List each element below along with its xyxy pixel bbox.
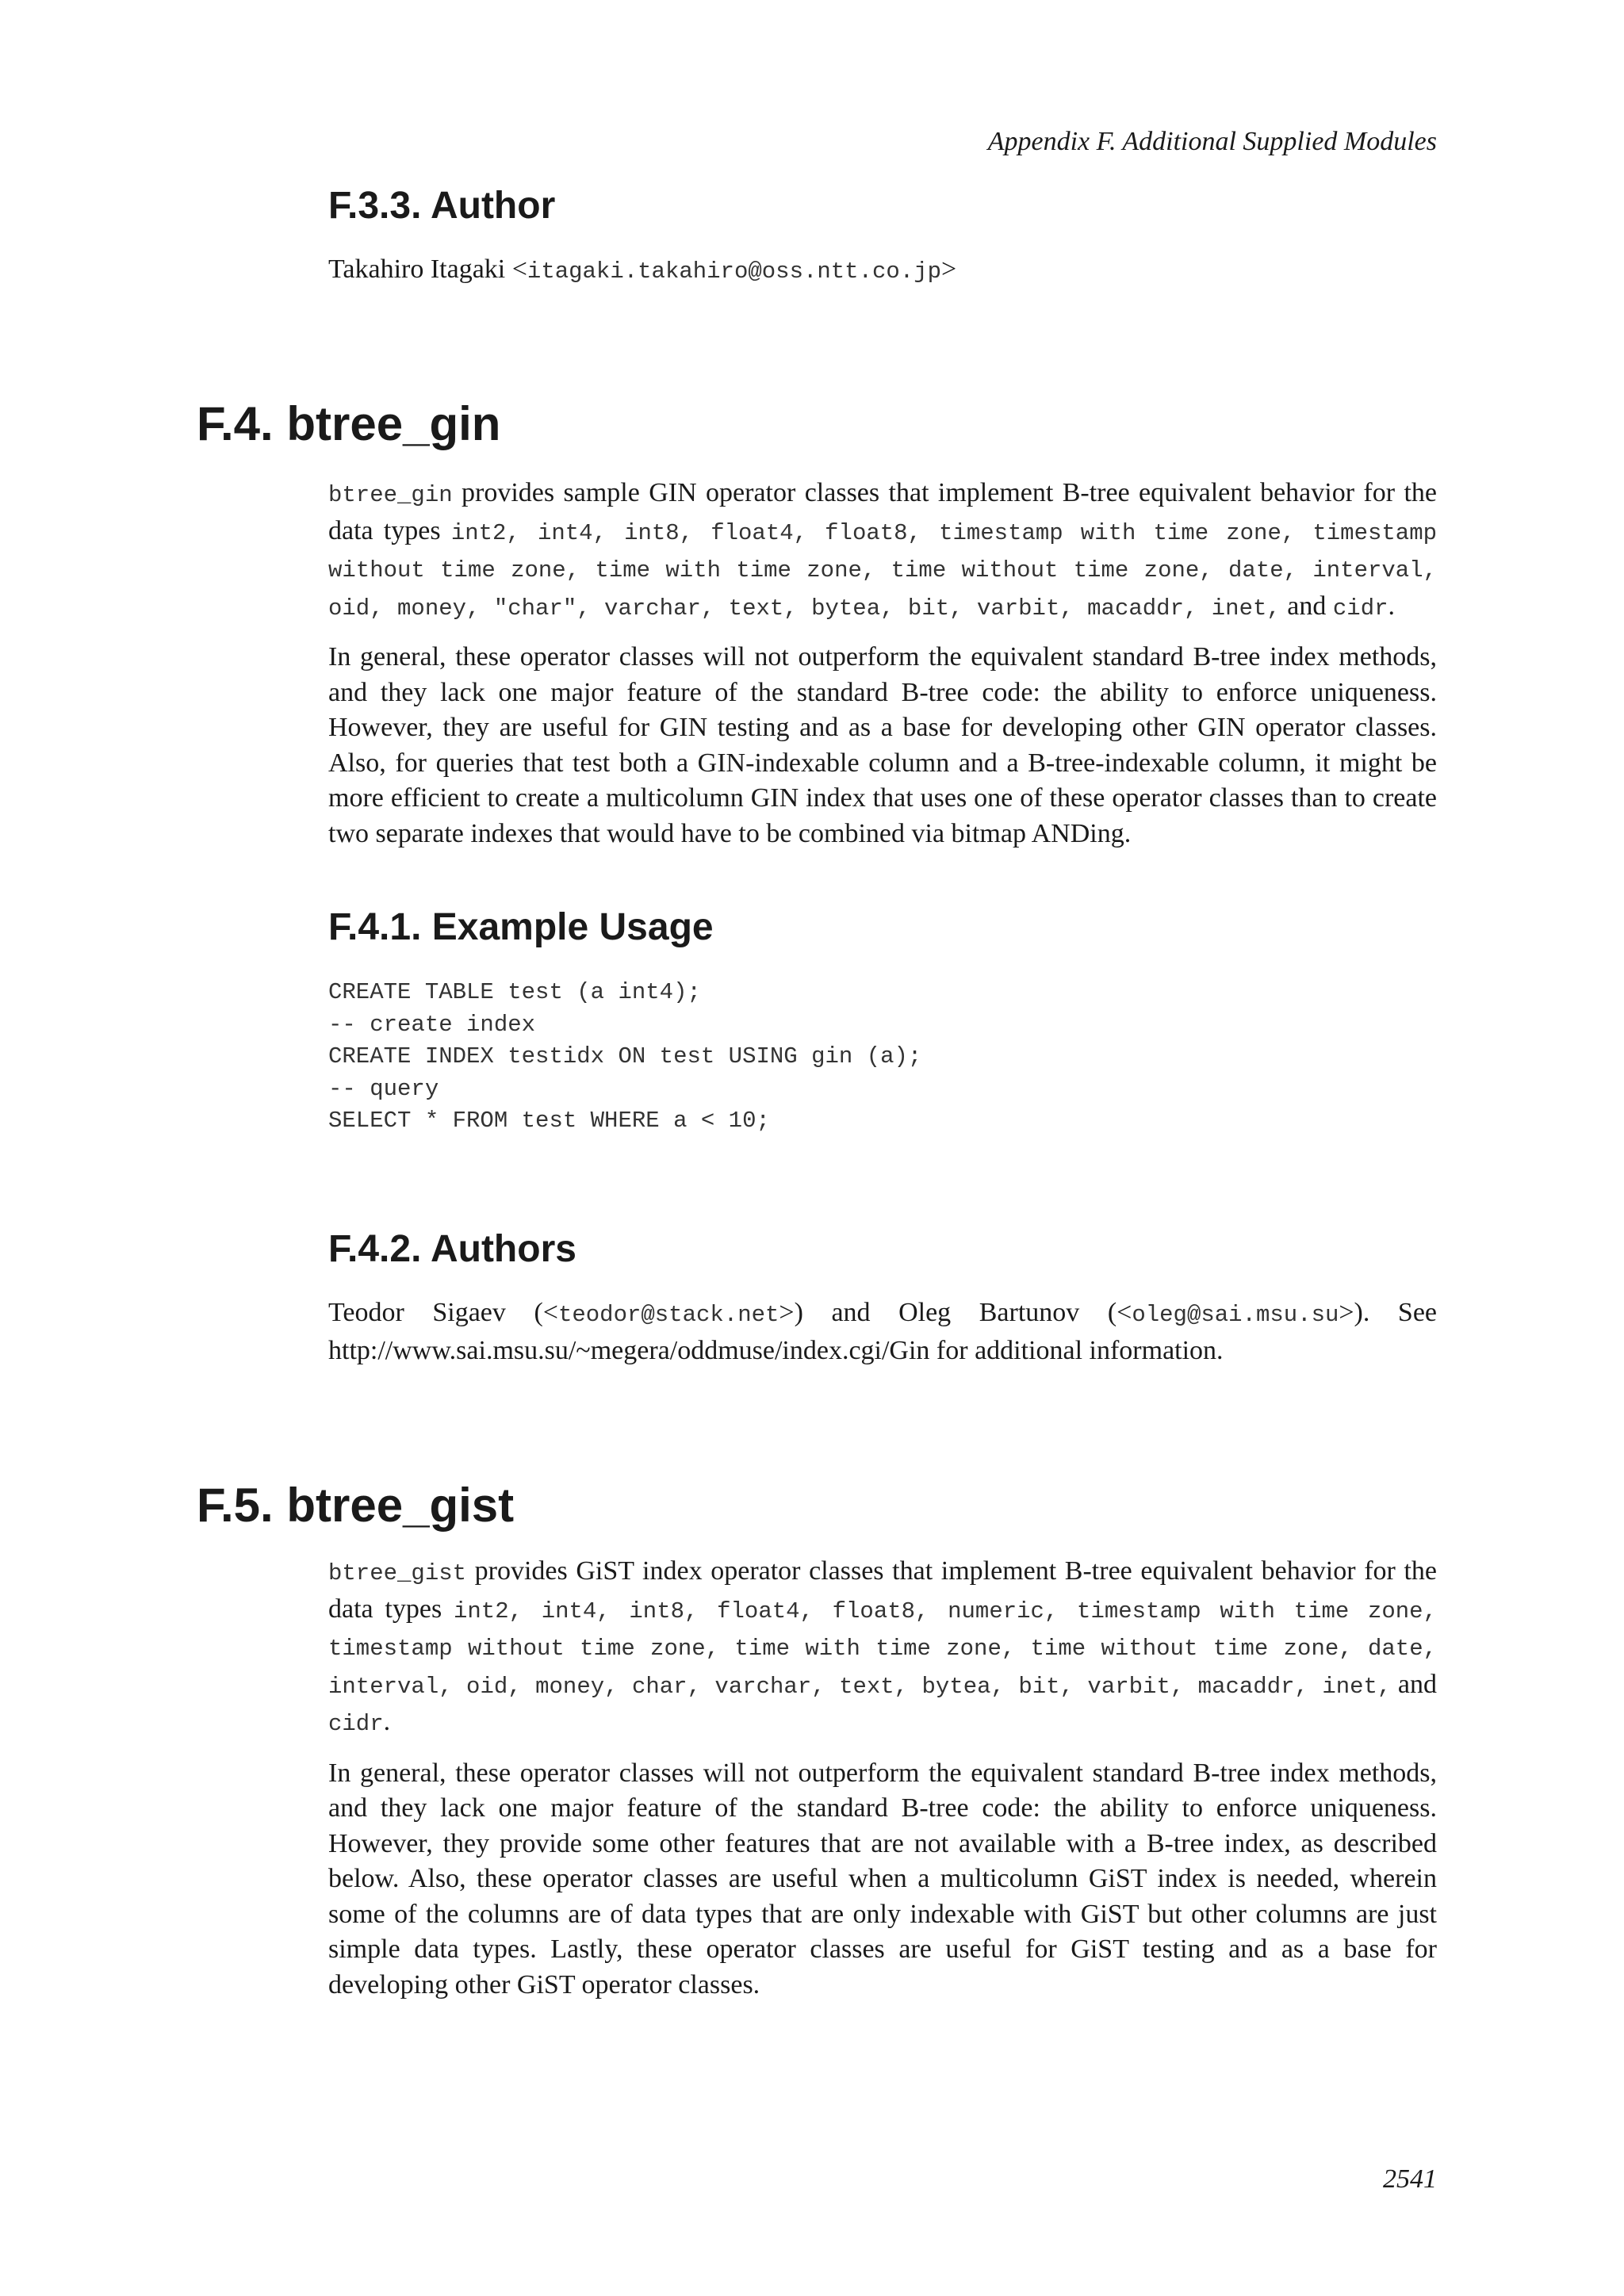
section-heading-f42: F.4.2. Authors	[328, 1228, 576, 1270]
f4-intro-period: .	[1388, 591, 1396, 621]
section-heading-f4: F.4. btree_gin	[197, 397, 501, 450]
f4-module-name: btree_gin	[328, 482, 453, 508]
f4-type-list: int2, int4, int8, float4, float8, timestamp with time zone, timestamp without time zone, time with time zone, time without time zone, date, interval, oid, money, "char", varchar, text, bytea, bit, varbit, macaddr, inet,	[328, 519, 1438, 622]
page-number: 2541	[1383, 2164, 1437, 2194]
f5-module-name: btree_gist	[328, 1560, 467, 1586]
f4-last-type: cidr	[1332, 595, 1388, 622]
f4-intro-text: provides sample GIN operator classes that implement B-tree equivalent behavior for the data types	[328, 478, 1437, 545]
f5-intro-period: .	[383, 1707, 391, 1736]
section-heading-f33: F.3.3. Author	[328, 185, 556, 227]
f4-intro-and: and	[1280, 591, 1333, 621]
example-code-block: CREATE TABLE test (a int4); -- create index CREATE INDEX testidx ON test USING gin (a); -- query SELECT * FROM test WHERE a < 10;	[328, 979, 922, 1134]
authors-see-more: >). See http://www.sai.msu.su/~megera/oddmuse/index.cgi/Gin for additional information.	[328, 1298, 1438, 1365]
author-2-name: >) and Oleg Bartunov (<	[779, 1298, 1132, 1327]
f5-last-type: cidr	[328, 1711, 384, 1737]
f5-body	[328, 1554, 1437, 2003]
author-1-name: Teodor Sigaev (<	[328, 1298, 558, 1327]
f42-authors-paragraph	[328, 1295, 1437, 1368]
author-email: itagaki.takahiro@oss.ntt.co.jp	[527, 258, 942, 285]
author-close: >	[941, 254, 957, 284]
running-header: Appendix F. Additional Supplied Modules	[987, 127, 1437, 156]
f4-body	[328, 476, 1437, 851]
author-paragraph	[328, 252, 1437, 290]
f5-intro-and: and	[1391, 1669, 1437, 1699]
f5-second-paragraph: In general, these operator classes will not outperform the equivalent standard B-tree index methods, and they lack one major feature of the standard B-tree code: the ability to enforce uniqueness. However, they provide some other features that are not available with a B-tree index, as described below. Also, these operator classes are useful when a multicolumn GiST index is needed, wherein some of the columns are of data types that are only indexable with GiST but other columns are just simple data types. Lastly, these operator classes are useful for GiST testing and as a base for developing other GiST operator classes.	[328, 1758, 1437, 1999]
author-1-email: teodor@stack.net	[557, 1302, 779, 1328]
f4-second-paragraph: In general, these operator classes will not outperform the equivalent standard B-tree index methods, and they lack one major feature of the standard B-tree code: the ability to enforce uniqueness. However, they are useful for GIN testing and as a base for developing other GIN operator classes. Also, for queries that test both a GIN-indexable column and a B-tree-indexable column, it might be more efficient to create a multicolumn GIN index that uses one of these operator classes than to create two separate indexes that would have to be combined via bitmap ANDing.	[328, 642, 1437, 848]
author-2-email: oleg@sai.msu.su	[1132, 1302, 1339, 1328]
section-heading-f41: F.4.1. Example Usage	[328, 906, 714, 948]
f4-intro-paragraph	[328, 476, 1437, 626]
f5-type-list: int2, int4, int8, float4, float8, numeric, timestamp with time zone, timestamp without time zone, time with time zone, time without time zone, date, interval, oid, money, char, varchar, text, bytea, bit, varbit, macaddr, inet,	[328, 1598, 1437, 1700]
f5-intro-paragraph	[328, 1554, 1437, 1743]
author-name: Takahiro Itagaki <	[328, 254, 527, 284]
f5-intro-text: provides GiST index operator classes that implement B-tree equivalent behavior for the data types	[328, 1556, 1437, 1624]
section-heading-f5: F.5. btree_gist	[197, 1479, 515, 1532]
